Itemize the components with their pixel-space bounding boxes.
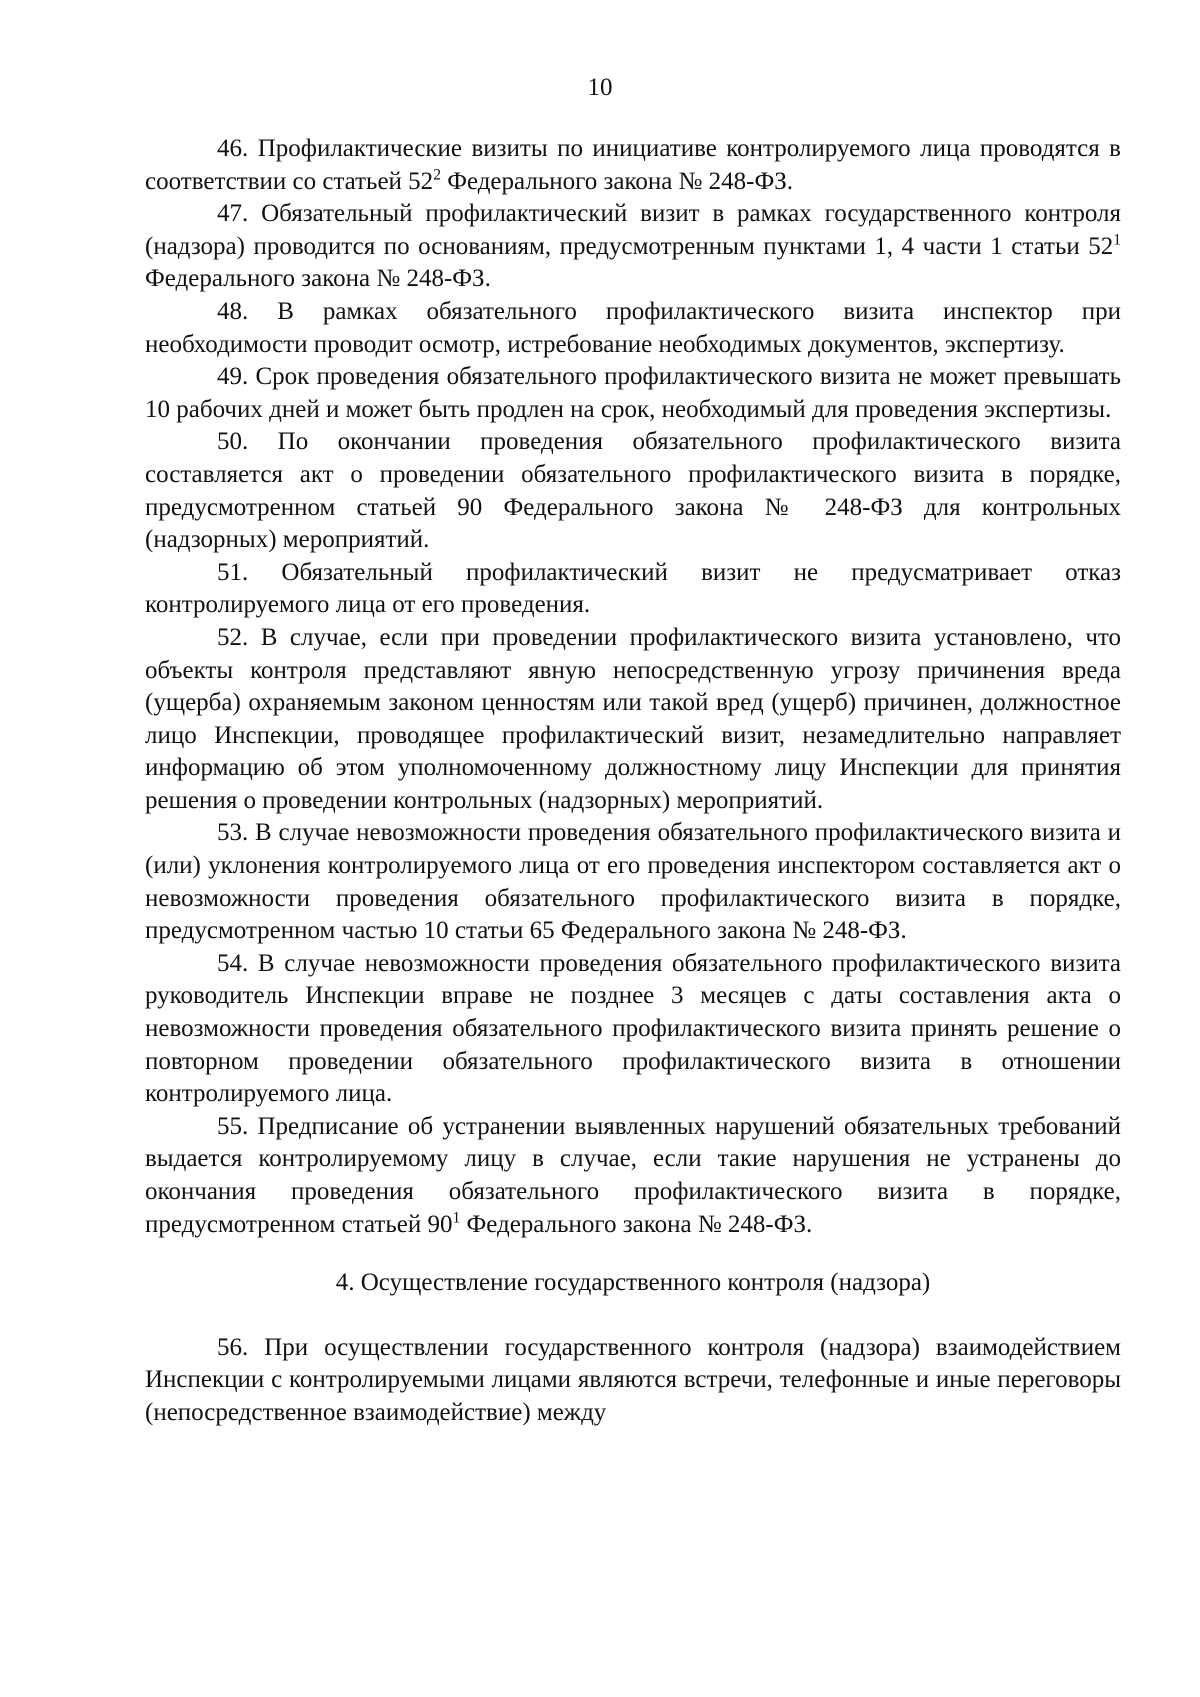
paragraph-54: 54. В случае невозможности проведения обязательного профилактического визита руководитель Инспекции вправе не позднее 3 месяцев с даты составления акта о невозможности проведения обязательного профилактического визита принять решение о повторном проведении обязательного профилактического визита в отношении контролируемого лица.: [145, 949, 1121, 1108]
paragraph-47: 47. Обязательный профилактический визит в рамках государственного контроля (надзора) проводится по основаниям, предусмотренным пунктами 1, 4 части 1 статьи $52^1$ Федерального закона № 248-ФЗ.: [145, 200, 1121, 293]
paragraph-55: 55. Предписание об устранении выявленных нарушений обязательных требований выдается контролируемому лицу в случае, если такие нарушения не устранены до окончания проведения обязательного профилактического визита в порядке, предусмотренном статьей $90^1$ Федерального закона № 248-ФЗ.: [145, 1112, 1121, 1238]
paragraph-50: 50. По окончании проведения обязательного профилактического визита составляется акт о проведении обязательного профилактического визита в порядке, предусмотренном статьей 90 Федерального закона № 248-ФЗ для контрольных (надзорных) мероприятий.: [145, 428, 1121, 554]
paragraph-51: 51. Обязательный профилактический визит не предусматривает отказ контролируемого лица от его проведения.: [145, 558, 1121, 619]
section-heading: 4. Осуществление государственного контроля (надзора): [335, 1269, 931, 1297]
paragraph-46: 46. Профилактические визиты по инициативе контролируемого лица проводятся в соответствии со статьей $52^2$ Федерального закона № 248-ФЗ.: [145, 135, 1121, 195]
paragraph-56: 56. При осуществлении государственного контроля (надзора) взаимодействием Инспекции с контролируемыми лицами являются встречи, телефонные и иные переговоры (непосредственное взаимодействие) между: [145, 1333, 1121, 1426]
document-body: [145, 133, 1121, 1430]
paragraph-52: 52. В случае, если при проведении профилактического визита установлено, что объекты контроля представляют явную непосредственную угрозу причинения вреда (ущерба) охраняемым законом ценностям или такой вред (ущерб) причинен, должностное лицо Инспекции, проводящее профилактический визит, незамедлительно направляет информацию об этом уполномоченному должностному лицу Инспекции для принятия решения о проведении контрольных (надзорных) мероприятий.: [145, 623, 1121, 814]
paragraph-48: 48. В рамках обязательного профилактического визита инспектор при необходимости проводит осмотр, истребование необходимых документов, экспертизу.: [145, 297, 1121, 358]
paragraph-53: 53. В случае невозможности проведения обязательного профилактического визита и (или) уклонения контролируемого лица от его проведения инспектором составляется акт о невозможности проведения обязательного профилактического визита в порядке, предусмотренном частью 10 статьи 65 Федерального закона № 248-ФЗ.: [145, 819, 1121, 945]
paragraph-49: 49. Срок проведения обязательного профилактического визита не может превышать 10 рабочих дней и может быть продлен на срок, необходимый для проведения экспертизы.: [145, 363, 1121, 423]
page-number: 10: [587, 74, 613, 101]
